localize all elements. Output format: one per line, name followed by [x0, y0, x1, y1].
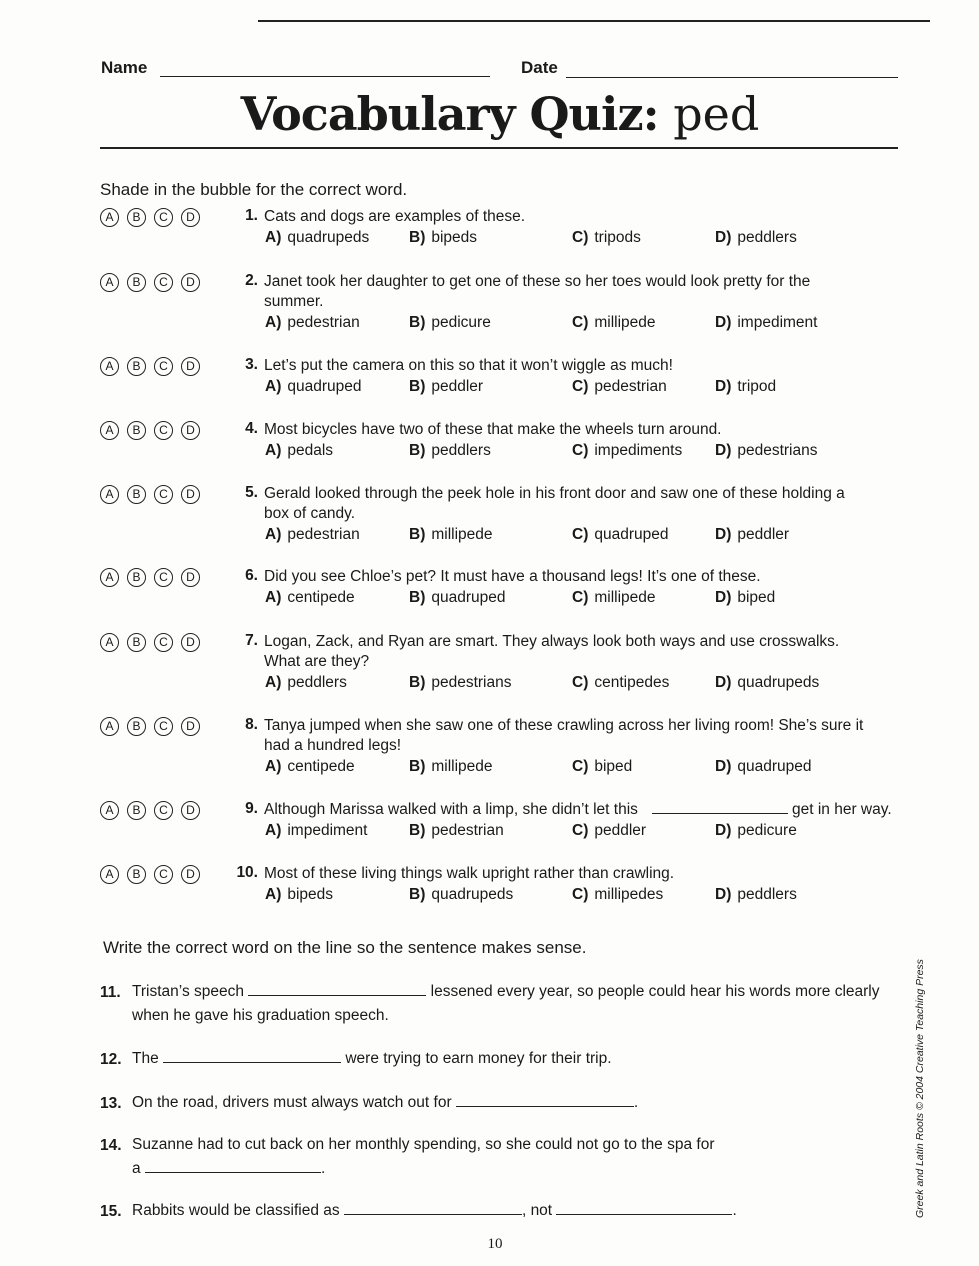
answer-bubble-d[interactable]: D — [181, 273, 200, 292]
option-a — [265, 442, 333, 460]
option-text: millipede — [431, 758, 493, 775]
answer-bubble-d[interactable]: D — [181, 801, 200, 820]
item-text-part: Tristan’s speech — [132, 983, 244, 1000]
option-b — [409, 822, 504, 840]
option-letter: B) — [409, 526, 426, 543]
option-a — [265, 674, 347, 692]
option-text: tripod — [737, 378, 777, 395]
option-text: peddlers — [431, 442, 491, 459]
item-number: 12. — [100, 1051, 122, 1068]
option-letter: A) — [265, 378, 282, 395]
page-number: 10 — [487, 1236, 503, 1252]
option-b — [409, 526, 493, 544]
option-letter: D) — [715, 758, 732, 775]
answer-bubbles — [100, 485, 200, 504]
option-letter: D) — [715, 822, 732, 839]
question-text: Tanya jumped when she saw one of these crawling across her living room! She’s sure it — [264, 717, 864, 734]
question-text: What are they? — [264, 653, 370, 670]
option-letter: C) — [572, 229, 589, 246]
option-letter: A) — [265, 758, 282, 775]
option-b — [409, 886, 513, 904]
option-letter: C) — [572, 822, 589, 839]
answer-bubble-a[interactable]: A — [100, 633, 119, 652]
option-letter: D) — [715, 674, 732, 691]
item-number: 15. — [100, 1203, 122, 1220]
question-text: summer. — [264, 293, 324, 310]
answer-bubble-d[interactable]: D — [181, 357, 200, 376]
option-letter: C) — [572, 442, 589, 459]
option-d — [715, 886, 797, 904]
option-a — [265, 378, 361, 396]
option-letter: B) — [409, 229, 426, 246]
answer-bubble-b[interactable]: B — [127, 485, 146, 504]
question-text: Most of these living things walk upright rather than crawling. — [264, 865, 675, 882]
option-letter: D) — [715, 526, 732, 543]
option-text: pedestrians — [737, 442, 818, 459]
option-text: centipede — [287, 589, 355, 606]
top-rule — [258, 20, 930, 22]
answer-bubble-c[interactable]: C — [154, 801, 173, 820]
answer-bubble-d[interactable]: D — [181, 485, 200, 504]
option-b — [409, 314, 491, 332]
option-text: pedestrian — [431, 822, 504, 839]
item-text-part: , not — [521, 1202, 553, 1219]
option-text: peddlers — [287, 674, 347, 691]
option-d — [715, 526, 789, 544]
item-text-part: lessened every year, so people could hear his words more clearly — [430, 983, 880, 1000]
answer-bubble-a[interactable]: A — [100, 357, 119, 376]
item-text-part: were trying to earn money for their trip. — [345, 1050, 612, 1067]
answer-blank[interactable] — [163, 1047, 341, 1063]
option-a — [265, 822, 367, 840]
item-text-part: Rabbits would be classified as — [132, 1202, 340, 1219]
option-d — [715, 442, 818, 460]
option-text: peddler — [737, 526, 790, 543]
option-text: peddler — [594, 822, 647, 839]
option-letter: A) — [265, 526, 282, 543]
item-text-part: . — [633, 1094, 639, 1111]
question-number: 7. — [245, 632, 258, 649]
question-text: get in her way. — [792, 801, 892, 818]
question-number: 2. — [245, 272, 258, 289]
item-number: 14. — [100, 1137, 122, 1154]
section1-instructions: Shade in the bubble for the correct word. — [100, 180, 408, 199]
date-label: Date — [521, 58, 558, 77]
answer-bubble-a[interactable]: A — [100, 865, 119, 884]
option-text: millipedes — [594, 886, 664, 903]
answer-bubble-b[interactable]: B — [127, 865, 146, 884]
answer-bubble-c[interactable]: C — [154, 357, 173, 376]
option-text: pedestrian — [287, 314, 360, 331]
option-text: impediment — [737, 314, 818, 331]
answer-bubble-d[interactable]: D — [181, 568, 200, 587]
answer-bubble-c[interactable]: C — [154, 208, 173, 227]
item-text: Suzanne had to cut back on her monthly spending, so she could not go to the spa for — [132, 1136, 715, 1153]
item-text-part: . — [732, 1202, 737, 1219]
option-d — [715, 314, 817, 332]
option-text: peddlers — [737, 229, 797, 246]
item-text-part: . — [320, 1160, 326, 1177]
option-text: pedestrians — [431, 674, 512, 691]
item-text — [132, 980, 880, 1004]
option-text: millipede — [431, 526, 493, 543]
option-letter: D) — [715, 314, 732, 331]
answer-bubble-b[interactable]: B — [127, 421, 146, 440]
option-letter: A) — [265, 442, 282, 459]
option-c — [572, 378, 667, 396]
option-a — [265, 886, 333, 904]
question-text: Janet took her daughter to get one of these so her toes would look pretty for the — [264, 273, 811, 290]
option-letter: B) — [409, 378, 426, 395]
item-text-continued — [132, 1157, 325, 1181]
option-c — [572, 822, 646, 840]
option-b — [409, 229, 477, 247]
answer-bubble-d[interactable]: D — [181, 717, 200, 736]
option-text: pedestrian — [287, 526, 360, 543]
option-text: millipede — [594, 314, 656, 331]
answer-bubble-a[interactable]: A — [100, 801, 119, 820]
question-number: 8. — [245, 716, 258, 733]
option-text: pedicure — [431, 314, 491, 331]
option-c — [572, 589, 656, 607]
option-a — [265, 589, 355, 607]
answer-blank[interactable] — [344, 1199, 522, 1215]
option-text: peddler — [431, 378, 484, 395]
option-letter: A) — [265, 674, 282, 691]
option-text: impediments — [594, 442, 683, 459]
question-text: Cats and dogs are examples of these. — [264, 208, 526, 225]
answer-bubble-c[interactable]: C — [154, 717, 173, 736]
question-text: Gerald looked through the peek hole in his front door and saw one of these holding a — [264, 485, 845, 502]
option-letter: C) — [572, 589, 589, 606]
answer-bubbles — [100, 568, 200, 587]
answer-bubbles — [100, 273, 200, 292]
option-text: impediment — [287, 822, 368, 839]
option-text: pedicure — [737, 822, 797, 839]
option-text: peddlers — [737, 886, 797, 903]
item-number: 11. — [100, 984, 121, 1001]
option-letter: B) — [409, 886, 426, 903]
option-text: biped — [737, 589, 776, 606]
option-letter: A) — [265, 229, 282, 246]
option-a — [265, 758, 355, 776]
option-text: pedals — [287, 442, 334, 459]
question-text: Let’s put the camera on this so that it won’t wiggle as much! — [264, 357, 673, 374]
option-letter: B) — [409, 442, 426, 459]
section2-instructions: Write the correct word on the line so the sentence makes sense. — [103, 938, 587, 957]
answer-bubble-c[interactable]: C — [154, 273, 173, 292]
answer-bubbles — [100, 633, 200, 652]
option-text: tripods — [594, 229, 641, 246]
option-letter: B) — [409, 314, 426, 331]
option-letter: B) — [409, 822, 426, 839]
option-b — [409, 674, 512, 692]
title-main: Vocabulary Quiz: — [240, 87, 659, 141]
question-number: 9. — [245, 800, 258, 817]
question-number: 1. — [245, 207, 258, 224]
option-letter: C) — [572, 758, 589, 775]
option-a — [265, 526, 360, 544]
answer-bubble-a[interactable]: A — [100, 421, 119, 440]
answer-blank — [652, 813, 788, 814]
option-text: bipeds — [287, 886, 334, 903]
option-c — [572, 314, 656, 332]
option-letter: A) — [265, 589, 282, 606]
question-number: 4. — [245, 420, 258, 437]
answer-bubble-c[interactable]: C — [154, 633, 173, 652]
option-letter: C) — [572, 378, 589, 395]
option-d — [715, 674, 819, 692]
answer-bubble-a[interactable]: A — [100, 717, 119, 736]
option-letter: B) — [409, 589, 426, 606]
question-text: had a hundred legs! — [264, 737, 402, 754]
option-d — [715, 589, 775, 607]
option-d — [715, 378, 776, 396]
option-c — [572, 886, 663, 904]
question-number: 3. — [245, 356, 258, 373]
option-text: pedestrian — [594, 378, 667, 395]
answer-bubbles — [100, 421, 200, 440]
question-text: Did you see Chloe’s pet? It must have a thousand legs! It’s one of these. — [264, 568, 761, 585]
item-text-part: The — [132, 1050, 159, 1067]
option-b — [409, 589, 505, 607]
title-stem: ped — [673, 87, 760, 141]
answer-bubble-b[interactable]: B — [127, 717, 146, 736]
answer-bubble-b[interactable]: B — [127, 357, 146, 376]
item-text — [132, 1199, 737, 1223]
option-text: bipeds — [431, 229, 478, 246]
item-text-continued: when he gave his graduation speech. — [132, 1007, 389, 1024]
answer-bubble-a[interactable]: A — [100, 208, 119, 227]
answer-bubble-b[interactable]: B — [127, 801, 146, 820]
option-text: quadrupeds — [737, 674, 820, 691]
answer-bubble-d[interactable]: D — [181, 865, 200, 884]
option-b — [409, 442, 491, 460]
answer-bubbles — [100, 717, 200, 736]
answer-bubble-b[interactable]: B — [127, 208, 146, 227]
item-text-part: On the road, drivers must always watch out for — [132, 1094, 452, 1111]
page-title — [0, 86, 979, 142]
answer-bubble-a[interactable]: A — [100, 485, 119, 504]
option-c — [572, 229, 641, 247]
question-text: Logan, Zack, and Ryan are smart. They always look both ways and use crosswalks. — [264, 633, 840, 650]
option-text: millipede — [594, 589, 656, 606]
item-number: 13. — [100, 1095, 122, 1112]
option-text: quadruped — [287, 378, 362, 395]
option-text: biped — [594, 758, 633, 775]
question-number: 10. — [236, 864, 258, 881]
question-text: box of candy. — [264, 505, 356, 522]
option-letter: B) — [409, 758, 426, 775]
answer-blank[interactable] — [456, 1091, 634, 1107]
answer-bubble-a[interactable]: A — [100, 568, 119, 587]
answer-blank[interactable] — [145, 1157, 321, 1173]
answer-bubble-b[interactable]: B — [127, 273, 146, 292]
option-letter: C) — [572, 314, 589, 331]
option-d — [715, 822, 797, 840]
option-letter: D) — [715, 886, 732, 903]
name-label: Name — [101, 58, 148, 77]
answer-bubble-a[interactable]: A — [100, 273, 119, 292]
item-text — [132, 1091, 638, 1115]
item-text — [132, 1047, 612, 1071]
answer-bubble-c[interactable]: C — [154, 485, 173, 504]
option-d — [715, 229, 797, 247]
option-c — [572, 758, 632, 776]
option-letter: C) — [572, 674, 589, 691]
option-text: quadruped — [431, 589, 506, 606]
option-letter: A) — [265, 886, 282, 903]
question-number: 5. — [245, 484, 258, 501]
answer-bubble-d[interactable]: D — [181, 633, 200, 652]
answer-bubble-d[interactable]: D — [181, 208, 200, 227]
option-letter: C) — [572, 886, 589, 903]
option-b — [409, 378, 483, 396]
option-c — [572, 674, 669, 692]
date-field-line[interactable] — [566, 77, 898, 78]
answer-bubble-c[interactable]: C — [154, 865, 173, 884]
answer-bubble-c[interactable]: C — [154, 421, 173, 440]
answer-bubbles — [100, 357, 200, 376]
option-text: centipede — [287, 758, 355, 775]
option-text: quadruped — [594, 526, 669, 543]
answer-bubbles — [100, 865, 200, 884]
option-text: quadrupeds — [287, 229, 370, 246]
option-letter: D) — [715, 589, 732, 606]
option-c — [572, 526, 668, 544]
option-letter: A) — [265, 822, 282, 839]
copyright-credit: Greek and Latin Roots © 2004 Creative Teaching Press — [914, 959, 926, 1218]
title-rule — [100, 147, 898, 149]
question-number: 6. — [245, 567, 258, 584]
option-b — [409, 758, 493, 776]
answer-bubble-b[interactable]: B — [127, 633, 146, 652]
answer-bubbles — [100, 208, 200, 227]
option-text: quadruped — [737, 758, 812, 775]
option-text: centipedes — [594, 674, 670, 691]
answer-bubbles — [100, 801, 200, 820]
answer-blank[interactable] — [248, 980, 426, 996]
option-letter: B) — [409, 674, 426, 691]
option-text: quadrupeds — [431, 886, 514, 903]
answer-blank[interactable] — [556, 1199, 732, 1215]
option-letter: C) — [572, 526, 589, 543]
answer-bubble-d[interactable]: D — [181, 421, 200, 440]
name-field-line[interactable] — [160, 76, 490, 77]
option-a — [265, 229, 369, 247]
item-text-part: a — [132, 1160, 141, 1177]
option-letter: D) — [715, 442, 732, 459]
question-text: Most bicycles have two of these that make the wheels turn around. — [264, 421, 722, 438]
question-text: Although Marissa walked with a limp, she didn’t let this — [264, 801, 638, 818]
option-c — [572, 442, 682, 460]
answer-bubble-b[interactable]: B — [127, 568, 146, 587]
option-letter: D) — [715, 378, 732, 395]
answer-bubble-c[interactable]: C — [154, 568, 173, 587]
option-letter: A) — [265, 314, 282, 331]
option-letter: D) — [715, 229, 732, 246]
option-a — [265, 314, 360, 332]
option-d — [715, 758, 811, 776]
